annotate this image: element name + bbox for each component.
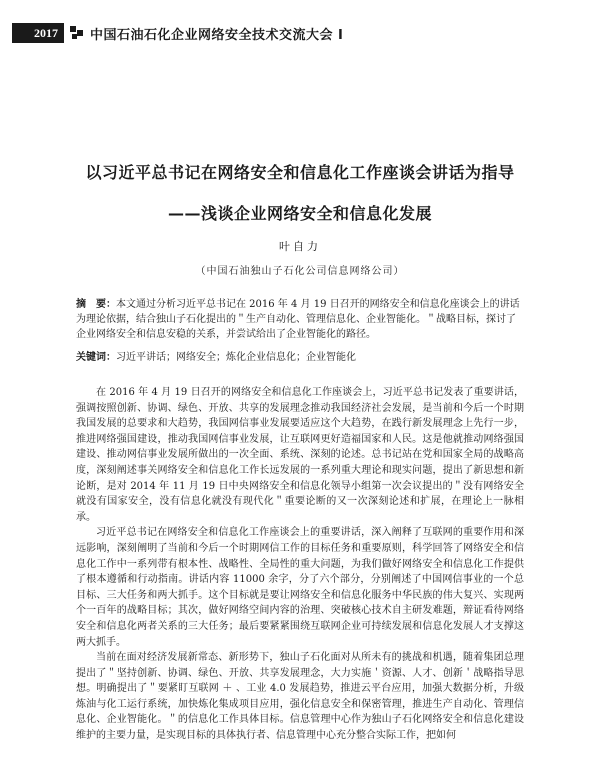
author-name: 叶自力 (279, 240, 321, 253)
article-title-block (60, 160, 540, 224)
conference-title: 中国石油石化企业网络安全技术交流大会 I (90, 27, 344, 43)
body-paragraph: 习近平总书记在网络安全和信息化工作座谈会上的重要讲话，深入阐释了互联网的重要作用和深远影响，深刻阐明了当前和今后一个时期网信工作的目标任务和重要原则，科学回答了网络安全和信息化工作中一系列带有根本性、战略性、全局性的重大问题，为我们做好网络安全和信息化工作提供了根本遵循和行动指南。讲话内容 11000 余字，分了六个部分，分别阐述了中国网信事业的一个总目标、三大任务和两大抓手。这个目标就是要让网络安全和信息化服务中华民族的伟大复兴、实现两个一百年的战略目标；其次，做好网络空间内容的治理、突破核心技术自主研发难题，辩证看待网络安全和信息化两者关系的三大任务；最后要紧紧围绕互联网企业可持续发展和信息化发展人才支撑这两大抓手。 (76, 527, 524, 648)
body-paragraph: 当前在面对经济发展新常态、新形势下，独山子石化面对从所未有的挑战和机遇，随着集团总理提出了＂坚持创新、协调、绿色、开放、共享发展理念，大力实施＇资源、人才、创新＇战略指导思想。明确提出了＂要紧盯互联网 ＋ 、工业 4.0 发展趋势，推进云平台应用，加强大数据分析，升级炼油与化工运行系统，加快炼化集成项目应用，强化信息安全和保密管理，推进生产自动化、管理信息化、企业智能化。＂的信息化工作具体目标。信息管理中心作为独山子石化网络安全和信息化建设维护的主要力量，是实现目标的具体执行者、信息管理中心充分整合实际工作，把如何 (76, 652, 524, 742)
article-body (76, 385, 524, 744)
article-title: 以习近平总书记在网络安全和信息化工作座谈会讲话为指导 (85, 163, 515, 182)
abstract-text: 本文通过分析习近平总书记在 2016 年 4 月 19 日召开的网络安全和信息化座谈会上的讲话为理论依据，结合独山子石化提出的＂生产自动化、管理信息化、企业智能化。＂战略目标，探讨了企业网络安全和信息安稳的关系，并尝试给出了企业智能化的路径。 (76, 299, 520, 340)
author-affiliation: （中国石油独山子石化公司信息网络公司） (195, 266, 405, 277)
article-subtitle: ——浅谈企业网络安全和信息化发展 (167, 204, 432, 223)
conference-logo-icon (70, 26, 84, 40)
abstract (76, 297, 524, 342)
abstract-label: 摘 要： (76, 299, 116, 310)
keywords-text: 习近平讲话；网络安全；炼化企业信息化；企业智能化 (116, 352, 356, 363)
page-header (12, 22, 588, 44)
year-badge: 2017 (12, 23, 64, 43)
body-paragraph: 在 2016 年 4 月 19 日召开的网络安全和信息化工作座谈会上，习近平总书记发表了重要讲话，强调按照创新、协调、绿色、开放、共享的发展理念推动我国经济社会发展，是当前和今后一个时期我国发展的总要求和大趋势，我国网信事业发展要适应这个大趋势，在践行新发展理念上先行一步，推进网络强国建设，推动我国网信事业发展，让互联网更好造福国家和人民。这是他就推动网络强国建设、推动网信事业发展所做出的一次全面、系统、深刻的论述。总书记站在党和国家全局的战略高度，深刻阐述事关网络安全和信息化工作长远发展的一系列重大理论和现实问题，提出了新思想和新论断，是对 2014 年 11 月 19 日中央网络安全和信息化领导小组第一次会议提出的＂没有网络安全就没有国家安全，没有信息化就没有现代化＂重要论断的又一次深刻论述和扩展，在理论上一脉相承。 (76, 387, 524, 523)
keywords (76, 350, 524, 365)
keywords-label: 关键词： (76, 352, 116, 363)
